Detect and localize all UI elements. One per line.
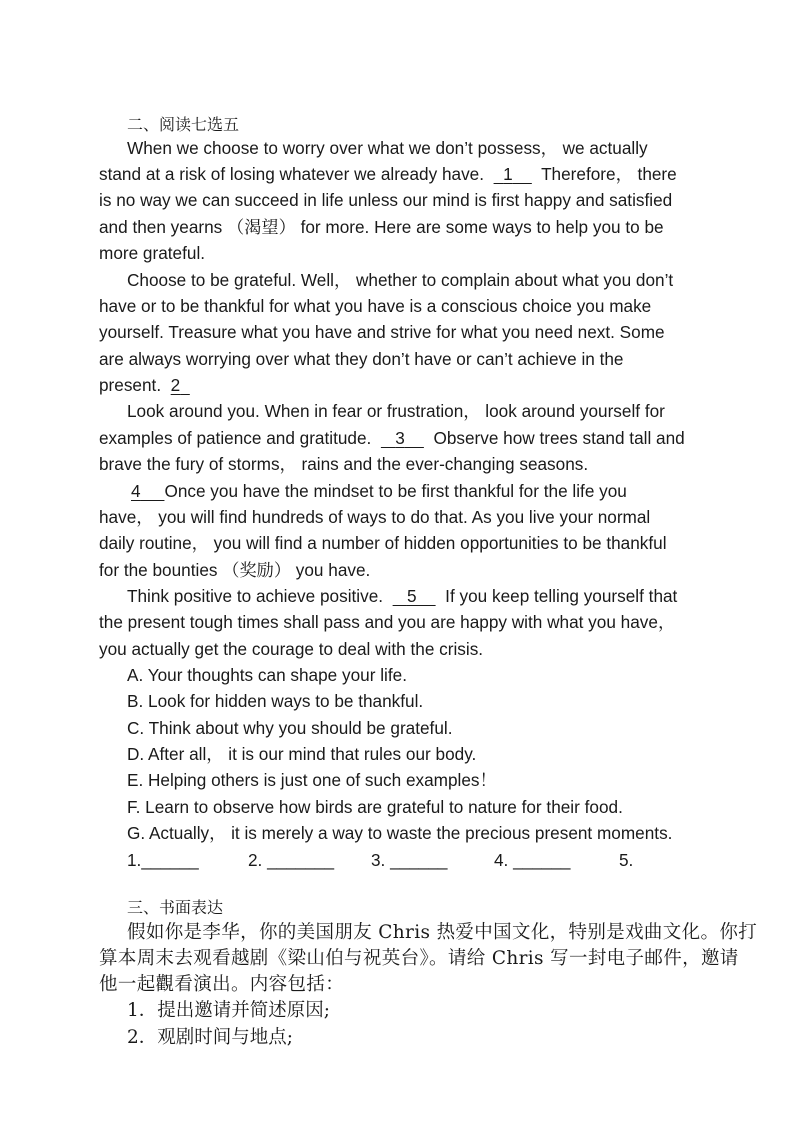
paragraph-3-line-1: Look around you. When in fear or frustration， look around yourself for — [127, 401, 665, 421]
paragraph-3-line-2: examples of patience and gratitude. 3 Observe how trees stand tall and — [99, 428, 685, 448]
paragraph-1-line-3: is no way we can succeed in life unless our mind is first happy and satisfied — [99, 190, 673, 210]
paragraph-2-line-4: are always worrying over what they don’t have or can’t achieve in the — [99, 349, 624, 369]
answer-blank-1: 1.______ — [127, 850, 199, 870]
paragraph-1-line-5: more grateful. — [99, 243, 206, 263]
blank-3: 3 — [395, 428, 405, 448]
section-heading-reading: 二、阅读七选五 — [127, 115, 240, 134]
paragraph-2-line-3: yourself. Treasure what you have and strive for what you need next. Some — [99, 322, 665, 342]
answer-blank-5: 5. — [619, 850, 634, 870]
option-c: C. Think about why you should be grateful. — [127, 718, 453, 738]
paragraph-2-line-2: have or to be thankful for what you have is a conscious choice you make — [99, 296, 652, 316]
paragraph-1-line-2: stand at a risk of losing whatever we already have. 1 Therefore， there — [99, 164, 677, 184]
paragraph-4-line-3: daily routine， you will find a number of hidden opportunities to be thankful — [99, 533, 667, 553]
option-d: D. After all， it is our mind that rules our body. — [127, 744, 477, 764]
blank-5: 5 — [406, 586, 417, 606]
writing-prompt-line-2: 算本周末去观看越剧《梁山伯与祝英台》。请给 Chris 写一封电子邮件，邀请 — [99, 948, 739, 969]
paragraph-1-line-1: When we choose to worry over what we don’t possess， we actually — [127, 138, 648, 158]
writing-prompt-line-3: 他一起觀看演出。内容包括： — [99, 974, 345, 995]
option-e: E. Helping others is just one of such examples！ — [127, 770, 497, 790]
option-g: G. Actually， it is merely a way to waste the precious present moments. — [127, 823, 673, 843]
paragraph-2-line-5: present. 2 — [99, 373, 190, 397]
writing-prompt-line-1: 假如你是李华，你的美国朋友 Chris 热爱中国文化，特别是戏曲文化。你打 — [127, 922, 758, 943]
paragraph-1-line-4: and then yearns （渴望） for more. Here are some ways to help you to be — [99, 217, 664, 237]
paragraph-5-line-2: the present tough times shall pass and you are happy with what you have， — [99, 612, 676, 632]
answer-blank-4: 4. ______ — [494, 850, 571, 870]
blank-4: 4 — [131, 481, 141, 501]
paragraph-4-line-4: for the bounties （奖励） you have. — [99, 560, 371, 580]
blank-2: 2 — [170, 375, 181, 395]
option-a: A. Your thoughts can shape your life. — [127, 665, 407, 685]
writing-item-1: 1．提出邀请并简述原因; — [127, 1000, 331, 1021]
writing-item-2: 2．观剧时间与地点; — [127, 1027, 294, 1048]
paragraph-5-line-3: you actually get the courage to deal with the crisis. — [99, 639, 484, 659]
answer-blank-3: 3. ______ — [371, 850, 448, 870]
answer-blank-2: 2. _______ — [248, 850, 335, 870]
paragraph-2-line-1: Choose to be grateful. Well， whether to complain about what you don’t — [127, 270, 674, 290]
section-heading-writing: 三、书面表达 — [127, 898, 224, 917]
paragraph-5-line-1: Think positive to achieve positive. 5 If you keep telling yourself that — [127, 586, 678, 606]
blank-1: 1 — [503, 164, 513, 184]
option-b: B. Look for hidden ways to be thankful. — [127, 691, 424, 711]
option-f: F. Learn to observe how birds are grateful to nature for their food. — [127, 797, 623, 817]
paragraph-4-line-2: have， you will find hundreds of ways to do that. As you live your normal — [99, 507, 651, 527]
paragraph-3-line-3: brave the fury of storms， rains and the ever-changing seasons. — [99, 454, 589, 474]
paragraph-4-line-1: 4 Once you have the mindset to be first thankful for the life you — [131, 481, 627, 501]
